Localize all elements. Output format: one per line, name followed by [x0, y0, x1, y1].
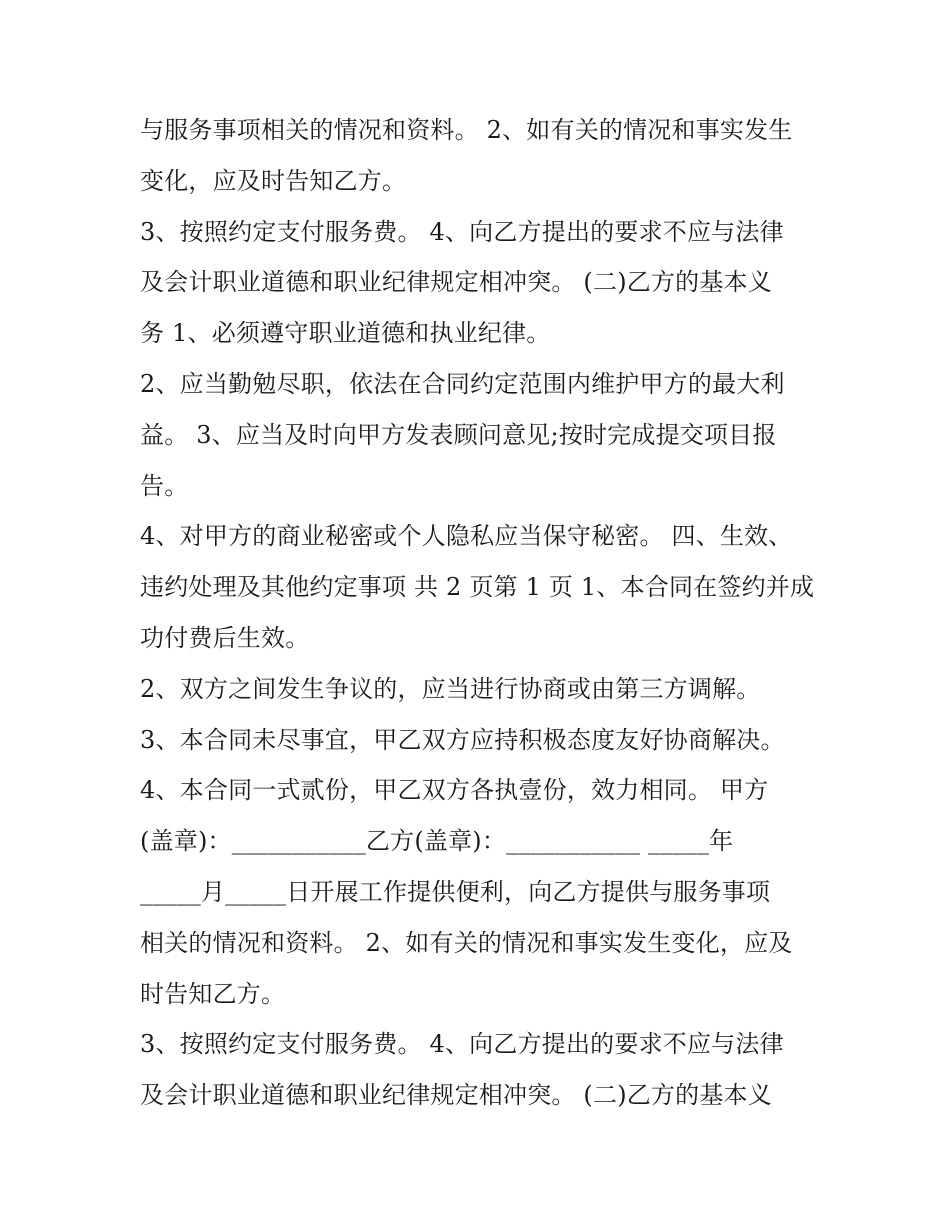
- text-line: 违约处理及其他约定事项 共 2 页第 1 页 1、本合同在签约并成: [140, 573, 815, 602]
- text-line: 功付费后生效。: [140, 623, 310, 652]
- text-line: 告。: [140, 471, 189, 500]
- text-line: 与服务事项相关的情况和资料。 2、如有关的情况和事实发生: [140, 116, 793, 144]
- document-body: [140, 105, 820, 1121]
- text-line: 相关的情况和资料。 2、如有关的情况和事实发生变化，应及: [140, 928, 793, 957]
- text-line: 2、应当勤勉尽职，依法在合同约定范围内维护甲方的最大利: [140, 369, 785, 398]
- text-line: (盖章)：___________乙方(盖章)：___________ _____年: [140, 827, 734, 856]
- text-line: 4、本合同一式贰份，甲乙双方各执壹份，效力相同。 甲方: [140, 776, 769, 805]
- text-line: 益。 3、应当及时向甲方发表顾问意见;按时完成提交项目报: [140, 420, 777, 449]
- text-line: 变化，应及时告知乙方。: [140, 166, 407, 195]
- text-line: 3、按照约定支付服务费。 4、向乙方提出的要求不应与法律: [140, 1030, 784, 1059]
- text-line: 务 1、必须遵守职业道德和执业纪律。: [140, 319, 551, 348]
- text-line: 4、对甲方的商业秘密或个人隐私应当保守秘密。 四、生效、: [140, 522, 793, 551]
- text-line: 时告知乙方。: [140, 979, 286, 1008]
- text-line: 及会计职业道德和职业纪律规定相冲突。 (二)乙方的基本义: [140, 1081, 772, 1110]
- text-line: 及会计职业道德和职业纪律规定相冲突。 (二)乙方的基本义: [140, 268, 772, 297]
- text-line: 3、按照约定支付服务费。 4、向乙方提出的要求不应与法律: [140, 217, 784, 246]
- text-line: 3、本合同未尽事宜，甲乙双方应持积极态度友好协商解决。: [140, 725, 785, 754]
- text-line: 2、双方之间发生争议的，应当进行协商或由第三方调解。: [140, 674, 761, 703]
- text-line: _____月_____日开展工作提供便利，向乙方提供与服务事项: [140, 877, 771, 906]
